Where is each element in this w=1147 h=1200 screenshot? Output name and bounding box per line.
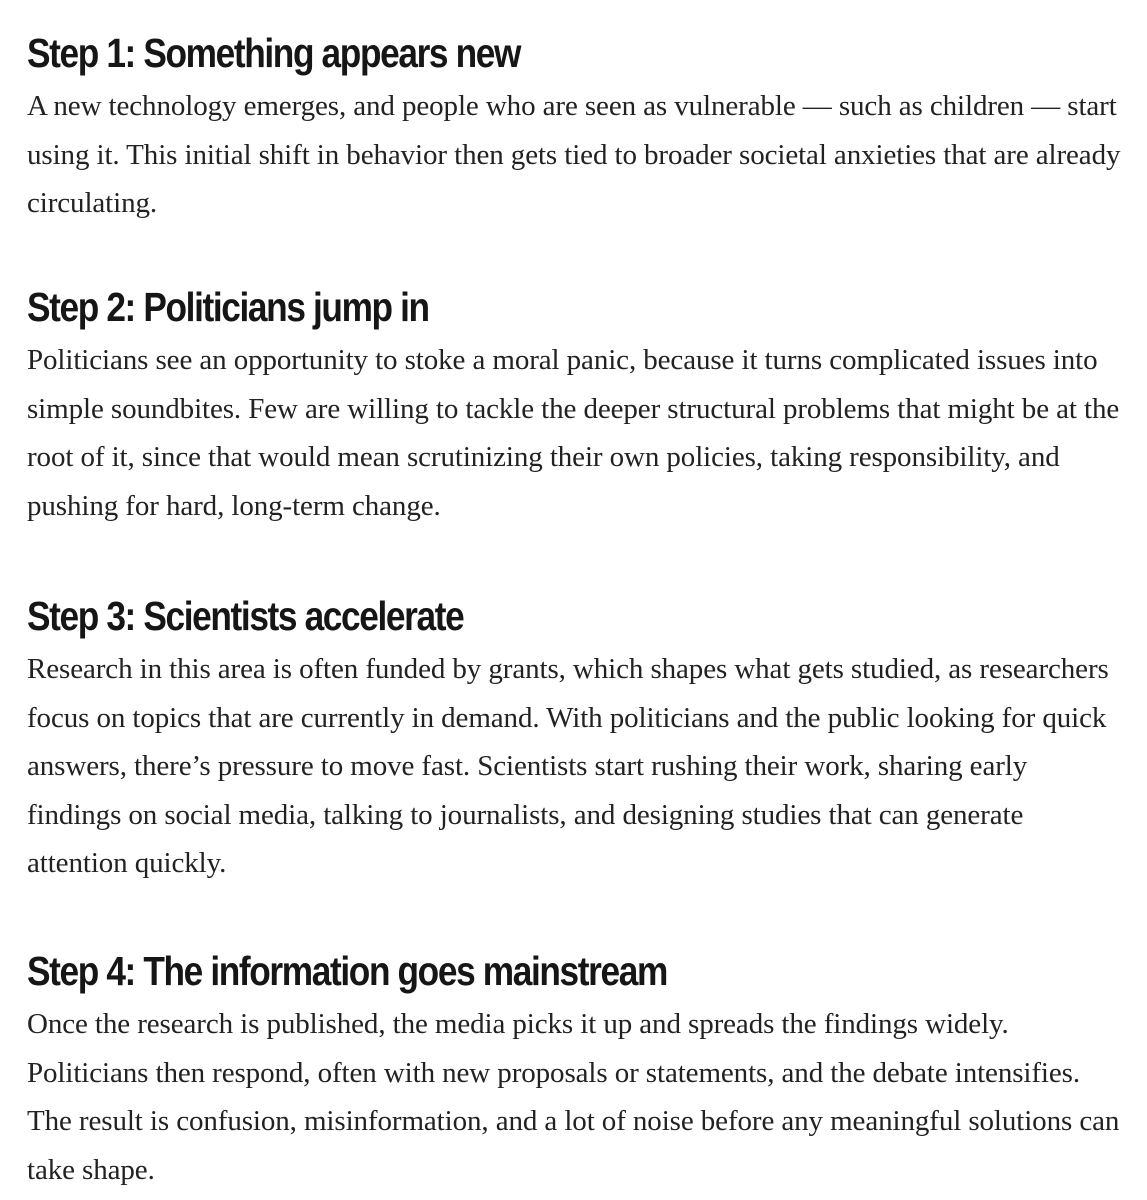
step-heading: Step 2: Politicians jump in [27, 284, 429, 330]
step-paragraph: Research in this area is often funded by grants, which shapes what gets studied, as researchers focus on topics that are currently in demand. With politicians and the public looking for quick answers, there’s pressure to move fast. Scientists start rushing their work, sharing early findings on social media, talking to journalists, and designing studies that can generate attention quickly. [27, 653, 1109, 879]
step-section-1 [27, 24, 1122, 228]
step-paragraph: A new technology emerges, and people who are seen as vulnerable — such as children — start using it. This initial shift in behavior then gets tied to broader societal anxieties that are already circulating. [27, 90, 1121, 219]
step-heading: Step 4: The information goes mainstream [27, 948, 667, 994]
step-section-2 [27, 278, 1122, 530]
step-paragraph: Politicians see an opportunity to stoke a moral panic, because it turns complicated issues into simple soundbites. Few are willing to tackle the deeper structural problems that might be at the root of it, since that would mean scrutinizing their own policies, taking responsibility, and pushing for hard, long-term change. [27, 344, 1120, 522]
step-paragraph: Once the research is published, the media picks it up and spreads the findings widely. Politicians then respond, often with new proposals or statements, and the debate intensifies. The result is confusion, misinformation, and a lot of noise before any meaningful solutions can take shape. [27, 1008, 1120, 1186]
step-heading: Step 3: Scientists accelerate [27, 593, 464, 639]
step-section-4 [27, 942, 1122, 1194]
step-heading: Step 1: Something appears new [27, 30, 521, 76]
step-section-3 [27, 587, 1122, 888]
